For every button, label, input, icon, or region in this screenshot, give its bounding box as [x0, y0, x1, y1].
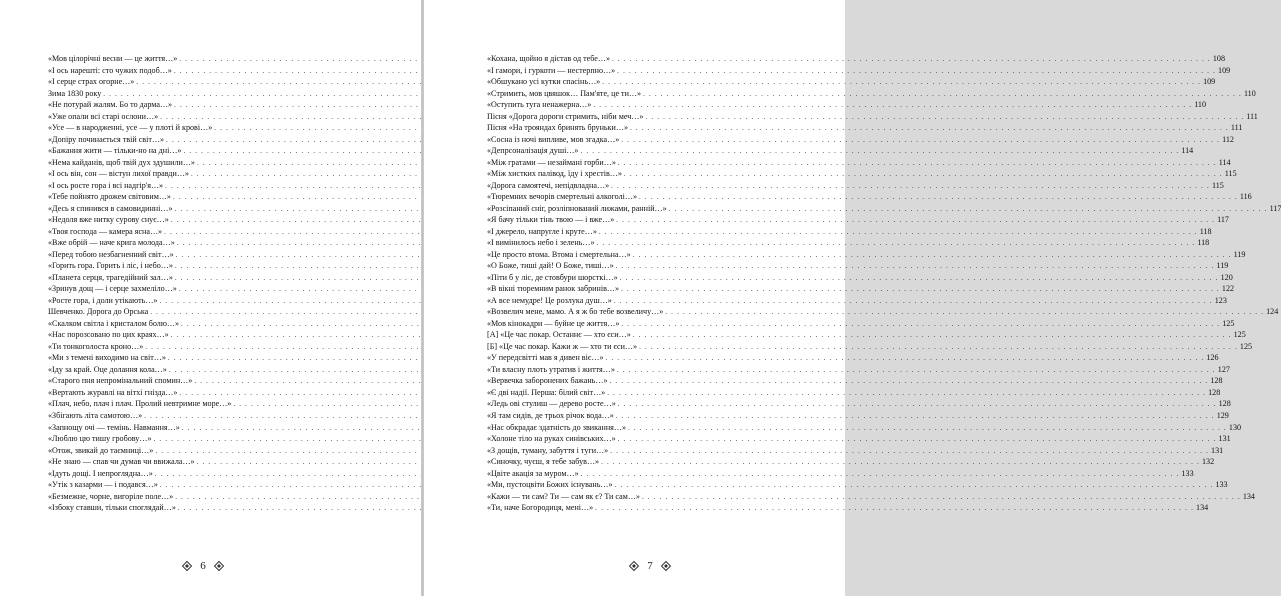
- dot-leader: [642, 492, 1241, 504]
- toc-entry: [487, 491, 1255, 503]
- toc-entry-page-number: 118: [1197, 238, 1210, 248]
- toc-entry-title: «Недоля вже нитку сурову снує…»: [48, 215, 169, 225]
- toc-entry: [48, 111, 353, 123]
- toc-entry-title: «І ось нарешті: сто чужих подоб…»: [48, 65, 172, 75]
- toc-entry: [487, 329, 1246, 341]
- dot-leader: [599, 227, 1198, 239]
- toc-entry-page-number: 119: [1233, 249, 1246, 259]
- toc-entry-title: «Ідуть дощі. І непроглядна…»: [48, 468, 153, 478]
- toc-entry-page-number: 111: [1230, 123, 1243, 133]
- dot-leader: [639, 192, 1238, 204]
- toc-entry-title: «Ти, наче Богородиця, мені…»: [487, 503, 594, 513]
- toc-entry: [48, 375, 353, 387]
- toc-entry: [487, 456, 1215, 468]
- page-number: 7: [647, 560, 653, 572]
- toc-entry-page-number: 125: [1239, 341, 1253, 351]
- dot-leader: [602, 77, 1201, 89]
- toc-entry: [48, 237, 353, 249]
- dot-leader: [633, 250, 1232, 262]
- toc-entry: [487, 53, 1226, 65]
- dot-leader: [645, 112, 1244, 124]
- toc-entry-page-number: 130: [1228, 422, 1242, 432]
- toc-entry: [487, 479, 1228, 491]
- toc-entry: [48, 318, 353, 330]
- dot-leader: [643, 89, 1242, 101]
- right-page: [424, 0, 1281, 596]
- dot-leader: [618, 434, 1217, 446]
- toc-entry-title: «Стримить, мов цвяшок… Пам'яте, це ти…»: [487, 88, 642, 98]
- toc-entry: [48, 134, 353, 146]
- toc-entry: [487, 191, 1252, 203]
- toc-entry-page-number: 119: [1216, 261, 1229, 271]
- toc-entry: [48, 272, 353, 284]
- toc-entry-title: «Уже опали всі старі ослони…»: [48, 111, 159, 121]
- toc-entry-title: «Запнощу очі — темінь. Навмання…»: [48, 422, 180, 432]
- toc-entry-title: «Горить гора. Горить і ліс, і небо…»: [48, 261, 173, 271]
- toc-entry-title: «Синочку, чуєш, я тебе забув…»: [487, 457, 600, 467]
- toc-entry-page-number: 125: [1222, 318, 1235, 328]
- dot-leader: [607, 388, 1206, 400]
- toc-entry: [48, 203, 353, 215]
- toc-entry-title: Пісня «На трояндах бринять бруньки…»: [487, 123, 629, 133]
- toc-entry-title: «Ізбоку ставши, тільки споглядай…»: [48, 503, 176, 513]
- toc-entry-title: [А] «Це час покар. Останнє — хто єси…»: [487, 330, 631, 340]
- toc-entry: [487, 111, 1258, 123]
- diamond-ornament-icon: [182, 561, 192, 571]
- toc-entry: [487, 249, 1246, 261]
- dot-leader: [624, 169, 1223, 181]
- toc-entry: [48, 329, 353, 341]
- dot-leader: [618, 399, 1217, 411]
- toc-entry: [48, 53, 353, 65]
- toc-entry-title: «Нас обкрадає здатність до звикання…»: [487, 422, 627, 432]
- toc-entry-page-number: 118: [1199, 226, 1212, 236]
- toc-entry: [487, 387, 1221, 399]
- toc-entry: [487, 410, 1229, 422]
- toc-entry-page-number: 114: [1181, 146, 1194, 156]
- toc-entry-title: «Не знаю — спав чи думав чи ввижала…»: [48, 457, 195, 467]
- toc-entry-title: «Десь я спинився в самовидинні…»: [48, 203, 173, 213]
- toc-entry: [48, 76, 353, 88]
- toc-entry: [48, 122, 353, 134]
- toc-entry: [48, 65, 353, 77]
- toc-entry: [48, 295, 353, 307]
- toc-entry: [487, 364, 1230, 376]
- toc-entry-page-number: 122: [1221, 284, 1235, 294]
- toc-entry-title: «Росте гора, і доли утікають…»: [48, 295, 158, 305]
- toc-entry-title: «Оступить туга ненажерна…»: [487, 100, 592, 110]
- toc-entry: [48, 491, 353, 503]
- toc-entry: [48, 341, 353, 353]
- toc-entry: [48, 352, 353, 364]
- toc-entry-page-number: 109: [1203, 77, 1216, 87]
- toc-entry-title: «Тюремних вечорів смертельні алкоголі…»: [487, 192, 638, 202]
- toc-entry-title: «І гамори, і гуркоти — нестерпно…»: [487, 65, 616, 75]
- toc-entry-title: «Люблю цю тишу гробову…»: [48, 434, 152, 444]
- toc-entry-title: «Ти власну плоть утратив і життя…»: [487, 364, 615, 374]
- toc-entry-title: «Між хистких палівод, їду і хрестів…»: [487, 169, 622, 179]
- diamond-ornament-icon: [214, 561, 224, 571]
- toc-entry-title: «І ось він, сон — вістун лихої правди…»: [48, 169, 189, 179]
- dot-leader: [580, 146, 1179, 158]
- toc-entry-title: «Бажання жити — тільки-но на дні…»: [48, 146, 182, 156]
- toc-entry-title: «І вимінилось небо і зелень…»: [487, 238, 595, 248]
- toc-entry: [487, 341, 1253, 353]
- toc-entry: [487, 145, 1194, 157]
- toc-entry: [48, 180, 353, 192]
- toc-entry-title: «Ти тонкоголоста кроно…»: [48, 341, 144, 351]
- page-number-footer-left: [163, 558, 243, 574]
- toc-entry-title: «А все немудре! Це розлука душ…»: [487, 295, 612, 305]
- dot-leader: [621, 135, 1220, 147]
- toc-entry-title: «Депрсоналізація душі…»: [487, 146, 579, 156]
- toc-entry-page-number: 108: [1212, 54, 1226, 63]
- page-number: 6: [200, 560, 206, 572]
- toc-entry-title: «Не потурай жалям. Бо то дарма…»: [48, 100, 173, 110]
- table-of-contents-right: [487, 53, 1281, 514]
- toc-entry-title: «Зринув дощ — і серце захмеліло…»: [48, 284, 177, 294]
- toc-entry: [487, 122, 1243, 134]
- toc-entry-page-number: 128: [1210, 376, 1223, 386]
- toc-entry-page-number: 128: [1218, 399, 1231, 409]
- dot-leader: [593, 100, 1192, 112]
- toc-entry-title: «Тебе пойнято дрожем світовим…»: [48, 192, 171, 202]
- dot-leader: [628, 423, 1227, 435]
- toc-entry-title: «Скалком світла і кристалом болю…»: [48, 318, 180, 328]
- toc-entry: [48, 99, 353, 111]
- toc-entry-page-number: 115: [1224, 169, 1237, 179]
- toc-entry: [48, 226, 353, 238]
- diamond-ornament-icon: [629, 561, 639, 571]
- dot-leader: [620, 273, 1219, 285]
- toc-entry: [48, 502, 353, 514]
- toc-entry-title: «Мов кінокадри — буйне це життя…»: [487, 318, 620, 328]
- toc-entry-title: «Ми з темені виходимо на світ…»: [48, 353, 166, 363]
- toc-entry-title: «Отож, звикай до таємниці…»: [48, 445, 154, 455]
- dot-leader: [612, 54, 1211, 66]
- toc-entry-title: «Старого пня непромінальний спомин…»: [48, 376, 193, 386]
- toc-entry-title: «Піти б у ліс, де стовбури шорсткі…»: [487, 272, 618, 282]
- toc-entry-title: «Вже обрій — наче крига молода…»: [48, 238, 175, 248]
- toc-entry-title: «Дорога самоятечі, непідвладна…»: [487, 180, 610, 190]
- toc-entry: [487, 352, 1219, 364]
- toc-entry-title: «І серце страх огорне…»: [48, 77, 135, 87]
- dot-leader: [597, 238, 1196, 250]
- toc-entry: [48, 145, 353, 157]
- dot-leader: [614, 296, 1213, 308]
- dot-leader: [665, 307, 1264, 319]
- toc-entry-title: [Б] «Це час покар. Кажи ж — хто ти єси…»: [487, 341, 638, 351]
- toc-entry-page-number: 125: [1233, 330, 1246, 340]
- toc-entry-title: «Сосна із ночі випливе, мов згадка…»: [487, 134, 620, 144]
- dot-leader: [606, 353, 1205, 365]
- page-number-footer-right: [610, 558, 690, 574]
- toc-entry-title: «Перед тобою незбагненний світ…»: [48, 249, 174, 259]
- toc-entry-page-number: 112: [1222, 134, 1234, 144]
- toc-entry: [487, 203, 1281, 215]
- left-page: [0, 0, 421, 596]
- toc-entry: [48, 249, 353, 261]
- toc-entry: [487, 76, 1216, 88]
- toc-entry-page-number: 110: [1194, 100, 1207, 110]
- toc-entry: [487, 260, 1229, 272]
- toc-entry-title: «Планета серця, трагедійний зал…»: [48, 272, 173, 282]
- toc-entry-page-number: 110: [1243, 88, 1256, 98]
- toc-entry: [487, 283, 1235, 295]
- toc-entry: [487, 445, 1224, 457]
- toc-entry-page-number: 128: [1208, 387, 1221, 397]
- dot-leader: [615, 480, 1214, 492]
- toc-entry-title: «Між гратами — незаймані горби…»: [487, 157, 616, 167]
- toc-entry: [487, 398, 1231, 410]
- toc-entry-title: «І ось росте гора і всі надгір'я…»: [48, 180, 164, 190]
- toc-entry-title: Пісня «Дорога дороги стримить, ніби меч…»: [487, 111, 644, 121]
- toc-entry-title: «Мов цілорічні весни — це життя…»: [48, 54, 178, 63]
- toc-entry-page-number: 129: [1216, 410, 1229, 420]
- dot-leader: [581, 469, 1180, 481]
- toc-entry: [48, 479, 353, 491]
- toc-entry: [48, 306, 353, 318]
- dot-leader: [616, 215, 1215, 227]
- toc-entry: [487, 306, 1279, 318]
- toc-entry: [487, 433, 1231, 445]
- toc-entry: [48, 433, 353, 445]
- toc-entry-title: «Холоне тіло на руках синівських…»: [487, 434, 616, 444]
- toc-entry-title: «Обшукано усі кутки спасінь…»: [487, 77, 601, 87]
- toc-entry: [48, 387, 353, 399]
- toc-entry-title: «Плач, небо, плач і плач. Пролий невтримне море…»: [48, 399, 232, 409]
- dot-leader: [617, 66, 1216, 78]
- toc-entry: [48, 157, 353, 169]
- dot-leader: [610, 376, 1209, 388]
- toc-entry-title: «З дощів, туману, забуття і туги…»: [487, 445, 609, 455]
- toc-entry: [487, 88, 1256, 100]
- toc-entry-page-number: 134: [1196, 503, 1209, 513]
- toc-entry: [48, 422, 353, 434]
- dot-leader: [617, 365, 1216, 377]
- toc-entry-page-number: 131: [1211, 445, 1224, 455]
- toc-entry: [487, 157, 1231, 169]
- toc-entry-page-number: 127: [1217, 364, 1230, 374]
- toc-entry-page-number: 114: [1218, 157, 1231, 167]
- toc-entry-title: «Я бачу тільки тінь твою — і вже…»: [487, 215, 615, 225]
- toc-entry-title: «Возвелич мене, мамо. А я ж бо тебе возвеличу…»: [487, 307, 664, 317]
- toc-entry: [48, 398, 353, 410]
- toc-entry: [487, 237, 1210, 249]
- toc-entry-title: «Допіру починається твій світ…»: [48, 134, 165, 144]
- toc-entry-title: «Кохана, щойно я дістав од тебе…»: [487, 54, 611, 63]
- toc-entry-page-number: 111: [1246, 111, 1258, 121]
- toc-entry-page-number: 109: [1218, 65, 1231, 75]
- toc-entry: [487, 226, 1212, 238]
- dot-leader: [611, 181, 1210, 193]
- dot-leader: [595, 503, 1194, 515]
- toc-entry-page-number: 133: [1215, 480, 1228, 490]
- dot-leader: [621, 284, 1220, 296]
- toc-entry: [48, 191, 353, 203]
- toc-entry-title: «Безмежне, чорне, вигоріле поле…»: [48, 491, 174, 501]
- toc-entry: [487, 468, 1194, 480]
- toc-entry: [487, 180, 1224, 192]
- toc-entry-title: «Ми, пустоцвіти Божих існувань…»: [487, 480, 613, 490]
- toc-entry-page-number: 131: [1218, 434, 1231, 444]
- diamond-ornament-icon: [661, 561, 671, 571]
- dot-leader: [630, 123, 1229, 135]
- toc-entry-page-number: 115: [1211, 180, 1224, 190]
- toc-entry: [48, 168, 353, 180]
- toc-entry-page-number: 134: [1242, 491, 1255, 501]
- toc-entry-title: «Утік з казарми — і подався…»: [48, 480, 158, 490]
- toc-entry-title: «Вертають журавлі на вітхі гнізда…»: [48, 387, 178, 397]
- toc-entry-title: «Іду за край. Оце долання кола…»: [48, 364, 167, 374]
- dot-leader: [633, 330, 1232, 342]
- toc-entry: [487, 99, 1207, 111]
- toc-entry-title: «Ледь ові стулиш — дерево росте…»: [487, 399, 616, 409]
- toc-entry: [48, 214, 353, 226]
- toc-entry-title: «Цвіте акація за муром…»: [487, 468, 579, 478]
- dot-leader: [601, 457, 1200, 469]
- toc-entry-title: «Нема кайданів, щоб твій дух здушили…»: [48, 157, 195, 167]
- dot-leader: [616, 411, 1215, 423]
- toc-entry: [487, 502, 1209, 514]
- dot-leader: [639, 342, 1238, 354]
- toc-entry: [487, 65, 1231, 77]
- toc-entry: [48, 445, 353, 457]
- toc-entry-page-number: 133: [1181, 468, 1194, 478]
- toc-entry: [487, 422, 1242, 434]
- toc-entry-title: «Вервечка заборонених бажань…»: [487, 376, 608, 386]
- toc-entry: [487, 318, 1235, 330]
- dot-leader: [621, 319, 1220, 331]
- toc-entry-page-number: 132: [1201, 457, 1215, 467]
- toc-entry-title: «Це просто втома. Втома і смертельна…»: [487, 249, 631, 259]
- toc-entry-page-number: 124: [1266, 307, 1279, 317]
- toc-entry-page-number: 123: [1214, 295, 1227, 305]
- toc-entry: [487, 134, 1234, 146]
- toc-entry-title: «Кажи — ти сам? Ти — сам як є? Ти сам…»: [487, 491, 640, 501]
- dot-leader: [616, 261, 1215, 273]
- toc-entry: [487, 375, 1223, 387]
- toc-entry-title: «Збігають літа самотою…»: [48, 410, 143, 420]
- toc-entry: [48, 410, 353, 422]
- toc-entry-title: «Нас порозсовано по цих краях…»: [48, 330, 169, 340]
- toc-entry: [487, 168, 1237, 180]
- toc-entry: [48, 456, 353, 468]
- toc-entry: [48, 364, 353, 376]
- toc-entry-title: «В вікні тюремним ранок забринів…»: [487, 284, 620, 294]
- toc-entry-title: «Усе — в народженні, усе — у плоті й крові…»: [48, 123, 213, 133]
- toc-entry-title: «Твоя господа — камера ясна…»: [48, 226, 163, 236]
- toc-entry-title: «У передсвітті мав я дивен віє…»: [487, 353, 604, 363]
- toc-entry-title: «Я там сидів, де трьох річок вода…»: [487, 410, 614, 420]
- toc-entry-title: «І джерело, напругле і круте…»: [487, 226, 597, 236]
- toc-entry-page-number: 117: [1217, 215, 1229, 225]
- toc-entry-title: Шевченко. Дорога до Орська: [48, 307, 149, 317]
- dot-leader: [669, 204, 1268, 216]
- toc-entry-page-number: 120: [1220, 272, 1233, 282]
- toc-entry: [48, 468, 353, 480]
- toc-entry-title: «Є дві надії. Перша: білий світ…»: [487, 387, 606, 397]
- toc-entry-title: Зима 1830 року: [48, 88, 102, 98]
- toc-entry: [48, 88, 353, 100]
- toc-entry-title: «Розсіпаний сніг, розліпнований лижами, ранній…»: [487, 203, 667, 213]
- toc-entry: [487, 214, 1229, 226]
- dot-leader: [610, 446, 1209, 458]
- toc-entry-page-number: 117: [1269, 203, 1281, 213]
- toc-entry: [487, 295, 1227, 307]
- toc-entry-page-number: 116: [1239, 192, 1252, 202]
- toc-entry: [48, 260, 353, 272]
- table-of-contents-left: [48, 53, 353, 514]
- toc-entry: [48, 283, 353, 295]
- toc-entry: [487, 272, 1233, 284]
- toc-entry-title: «О Боже, тиші дай! О Боже, тиші…»: [487, 261, 614, 271]
- toc-entry-page-number: 126: [1206, 353, 1219, 363]
- dot-leader: [618, 158, 1217, 170]
